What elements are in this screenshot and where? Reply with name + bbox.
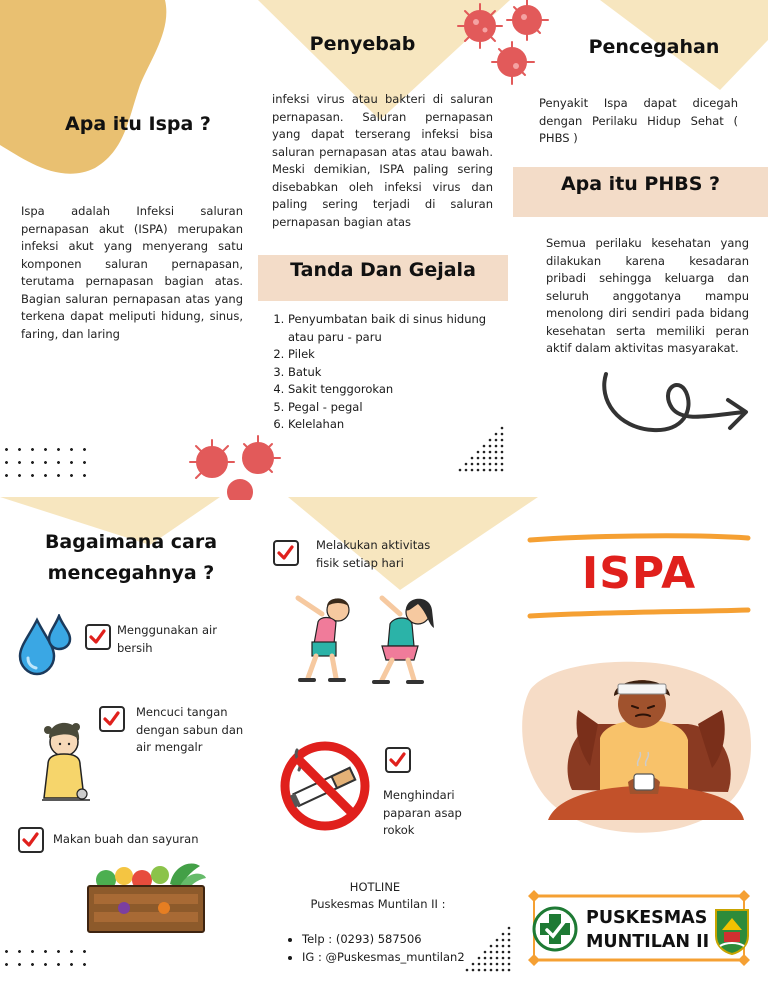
phbs-title: Apa itu PHBS ? (560, 173, 721, 195)
virus-icon (182, 430, 286, 500)
gold-blob-top-left (0, 0, 166, 174)
panel3-body: Penyakit Ispa dapat dicegah dengan Perilaku Hidup Sehat ( PHBS ) (539, 96, 738, 145)
prevention-item-water: Menggunakan air bersih (117, 623, 217, 655)
prevention-item-exercise: Melakukan aktivitas fisik setiap hari (316, 538, 431, 570)
no-smoking-icon (279, 740, 371, 832)
panel3-title: Pencegahan (588, 36, 720, 58)
list-item: 5. Pegal - pegal (288, 399, 497, 417)
checkbox-icon[interactable] (385, 747, 411, 773)
list-item: 2. Pilek (288, 346, 497, 364)
swirl-arrow-icon (598, 370, 753, 448)
exercise-kids-icon (278, 588, 444, 686)
hotline-instagram[interactable]: • IG : @Puskesmas_muntilan2 (302, 948, 486, 966)
prevention-item-smoke: Menghindari paparan asap rokok (383, 788, 462, 837)
cover-title: ISPA (581, 548, 697, 599)
prevention-item-handwash: Mencuci tangan dengan sabun dan air mengalr (136, 705, 244, 754)
hotline-phone[interactable]: • Telp : (0293) 587506 (302, 930, 486, 948)
checkbox-icon[interactable] (273, 540, 299, 566)
list-item: 4. Sakit tenggorokan (288, 381, 497, 399)
panel2-title: Penyebab (309, 33, 416, 55)
cover-org-line2: MUNTILAN II (586, 932, 710, 952)
panel1-title: Apa itu Ispa ? (65, 113, 211, 135)
panel1-body: Ispa adalah Infeksi saluran pernapasan akut (ISPA) merupakan infeksi akut yang menyerang satu komponen saluran pernapasan, terutama pernapasan bagian atas. Bagian saluran pernapasan atas yang terkena dapat meliputi hidung, sinus, faring, dan laring (21, 204, 243, 341)
cover-org (586, 906, 710, 954)
checkbox-icon[interactable] (18, 827, 44, 853)
puskesmas-logo-icon (532, 906, 578, 952)
list-item: 6. Kelelahan (288, 416, 497, 434)
prevention-title-line1: Bagaimana cara (44, 531, 218, 553)
checkbox-icon[interactable] (85, 624, 111, 650)
symptoms-list (272, 311, 497, 434)
panel2-body: infeksi virus atau bakteri di saluran pernapasan. Saluran pernapasan yang dapat terserang infeksi bisa saluran pernapasan atas atau bawah. Meski demikian, ISPA paling sering disebabkan oleh infeksi virus dan paling sering terjadi di saluran pernapasan bagian atas (272, 92, 493, 229)
hotline-org: Puskesmas Muntilan II : (310, 897, 446, 911)
hotline-title: HOTLINE (349, 880, 401, 894)
dot-triangle-bottom (460, 925, 512, 975)
dot-grid-bottom-left (0, 945, 96, 975)
list-item: 1. Penyumbatan baik di sinus hidung atau paru - paru (288, 311, 497, 346)
hotline-list (286, 930, 486, 966)
prevention-item-fruit: Makan buah dan sayuran (53, 832, 199, 846)
sick-person-icon (538, 670, 752, 830)
dot-grid-left (0, 443, 96, 477)
washing-hands-icon (34, 718, 98, 806)
cover-org-line1: PUSKESMAS (586, 908, 708, 928)
symptoms-title: Tanda Dan Gejala (290, 259, 476, 281)
list-item: 3. Batuk (288, 364, 497, 382)
checkbox-icon[interactable] (99, 706, 125, 732)
water-drop-icon (17, 614, 73, 676)
regency-emblem-icon (712, 906, 752, 956)
prevention-title (16, 527, 246, 589)
dot-triangle (453, 425, 505, 475)
prevention-title-line2: mencegahnya ? (47, 562, 215, 584)
fruit-crate-icon (84, 858, 210, 934)
phbs-body: Semua perilaku kesehatan yang dilakukan karena kesadaran pribadi sehingga keluarga dan seluruh anggotanya mampu menolong diri sendiri pada bidang kesehatan serta memiliki peran aktif dalam aktivitas masyarakat. (546, 236, 749, 355)
